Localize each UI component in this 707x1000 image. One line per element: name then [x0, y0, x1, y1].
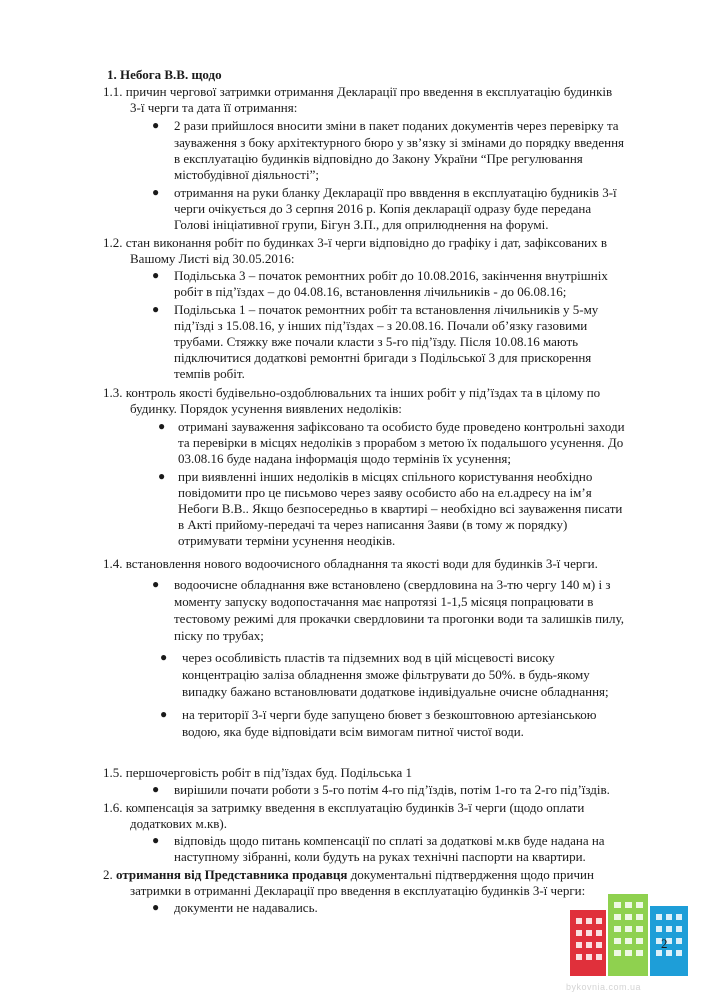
item-1-4-bullet-3-line-2: водою, яка буде відповідати всім вимогам питної чистої води.	[182, 724, 524, 739]
item-1-5-line-1: 1.5. першочерговість робіт в під’їздах буд. Подільська 1	[103, 765, 412, 780]
item-1-2-line-2: Вашому Листі від 30.05.2016:	[130, 251, 295, 266]
item-1-2-bullet-2-line-4: підключитися додаткові ремонтні бригади з Подільської 3 для прискорення	[174, 350, 592, 365]
item-1-1-bullet-2-line-2: черги очікується до 3 серпня 2016 р. Копія декларації одразу буде передана	[174, 201, 592, 216]
item-1-1-bullet-1-line-1: 2 рази прийшлося вносити зміни в пакет поданих документів через перевірку та	[174, 118, 619, 133]
bullet-icon: ●	[152, 833, 160, 847]
section-2-bullet-1: документи не надавались.	[174, 900, 318, 915]
bullet-icon: ●	[152, 185, 160, 199]
bullet-icon: ●	[158, 419, 166, 433]
item-1-1-line-2: 3-ї черги та дата її отримання:	[130, 100, 298, 115]
bullet-icon: ●	[152, 900, 160, 914]
section-2-text: документальні підтвердження щодо причин	[347, 867, 594, 882]
section-2-number: 2.	[103, 867, 116, 882]
bullet-icon: ●	[152, 118, 160, 132]
section-2-line-2: затримки в отриманні Декларації про введення в експлуатацію будинків 3-ї черги:	[130, 883, 586, 898]
item-1-4-bullet-1-line-2: моменту запуску водопостачання має напротязі 1-1,5 місяця попрацювати в	[174, 594, 594, 609]
bullet-icon: ●	[152, 268, 160, 282]
watermark: bykovnia.com.ua	[566, 982, 642, 992]
page-number: 2	[661, 936, 668, 951]
item-1-2-bullet-2-line-5: темпів робіт.	[174, 366, 245, 381]
bullet-icon: ●	[160, 650, 168, 664]
item-1-1-bullet-1-line-4: містобудівної діяльності”;	[174, 167, 319, 182]
item-1-3-bullet-1-line-3: 03.08.16 буде надана інформація щодо термінів їх усунення;	[178, 451, 512, 466]
item-1-6-bullet-1-line-2: наступному зібранні, коли будуть на руках технічні паспорти на квартири.	[174, 849, 586, 864]
item-1-3-bullet-1-line-2: та перевірки в місцях недоліків з прорабом з метою їх подальшого усунення. До	[178, 435, 624, 450]
item-1-5-bullet-1: вирішили почати роботи з 5-го потім 4-го під’їздів, потім 1-го та 2-го під’їздів.	[174, 782, 610, 797]
bullet-icon: ●	[158, 469, 166, 483]
item-1-6-line-1: 1.6. компенсація за затримку введення в експлуатацію будинків 3-ї черги (щодо оплати	[103, 800, 585, 815]
item-1-1-bullet-1-line-2: зауваження з боку архітектурного бюро у зв’язку зі змінами до порядку введення	[174, 135, 625, 150]
item-1-6-line-2: додаткових м.кв).	[130, 816, 227, 831]
item-1-3-bullet-2-line-2: повідомити про це письмово через заяву особисто або на ел.адресу на ім’я	[178, 485, 592, 500]
bullet-icon: ●	[160, 707, 168, 721]
bullet-icon: ●	[152, 577, 160, 591]
item-1-1-bullet-2-line-1: отримання на руки бланку Декларації про вввдення в експлуатацію будників 3-ї	[174, 185, 617, 200]
item-1-3-line-1: 1.3. контроль якості будівельно-оздоблювальних та інших робіт у під’їздах та в цілому по	[103, 385, 601, 400]
item-1-2-bullet-1-line-2: робіт в під’їздах – до 04.08.16, встановлення лічильників - до 06.08.16;	[174, 284, 567, 299]
item-1-2-line-1: 1.2. стан виконання робіт по будинках 3-ї черги відповідно до графіку і дат, зафіксованих в	[103, 235, 607, 250]
item-1-4-bullet-1-line-4: піску по трубах;	[174, 628, 264, 643]
item-1-1-bullet-1-line-3: в експлуатацію будинків відповідно до Закону України “Пре регулювання	[174, 151, 583, 166]
item-1-4-bullet-2-line-1: через особливість пластів та підземних вод в цій місцевості високу	[182, 650, 555, 665]
item-1-3-bullet-2-line-4: в Акті прийому-передачі та через написання Заяви (в тому ж порядку)	[178, 517, 568, 532]
item-1-4-bullet-2-line-2: концентрацію заліза обладнення зможе фільтрувати до 50%. в будь-якому	[182, 667, 590, 682]
item-1-1-line-1: 1.1. причин чергової затримки отримання Декларації про введення в експлуатацію будинків	[103, 84, 613, 99]
item-1-3-bullet-2-line-5: отримувати терміни усунення неодіків.	[178, 533, 396, 548]
section-2-line-1	[103, 867, 594, 882]
item-1-2-bullet-2-line-1: Подільська 1 – початок ремонтних робіт та встановлення лічильників у 5-му	[174, 302, 599, 317]
section-2-heading: отримання від Представника продавця	[116, 867, 348, 882]
item-1-6-bullet-1-line-1: відповідь щодо питань компенсації по сплаті за додаткові м.кв буде надана на	[174, 833, 605, 848]
bullet-icon: ●	[152, 302, 160, 316]
item-1-4-bullet-3-line-1: на території 3-ї черги буде запущено бювет з безкоштовною артезіанською	[182, 707, 597, 722]
item-1-2-bullet-2-line-3: трубами. Стяжку вже почали класти з 5-го під’їзду. Після 10.08.16 мають	[174, 334, 579, 349]
item-1-3-bullet-2-line-3: Небоги В.В.. Якщо безпосередньо в квартирі – необхідно всі зауваження писати	[178, 501, 623, 516]
item-1-1-bullet-2-line-3: Голові ініціативної групи, Бігун З.П., для оприлюднення на форумі.	[174, 217, 549, 232]
item-1-3-line-2: будинку. Порядок усунення виявлених недоліків:	[130, 401, 402, 416]
item-1-2-bullet-1-line-1: Подільська 3 – початок ремонтних робіт до 10.08.2016, закінчення внутрішніх	[174, 268, 608, 283]
item-1-3-bullet-1-line-1: отримані зауваження зафіксовано та особисто буде проведено контрольні заходи	[178, 419, 625, 434]
item-1-2-bullet-2-line-2: під’їзді з 15.08.16, у інших під’їздах – з 20.08.16. Почали об’язку газовими	[174, 318, 588, 333]
item-1-4-line-1: 1.4. встановлення нового водоочисного обладнання та якості води для будинків 3-ї черги.	[103, 556, 598, 571]
bullet-icon: ●	[152, 782, 160, 796]
item-1-4-bullet-2-line-3: випадку бажано встановлювати додаткове індивідуальне очисне обладнання;	[182, 684, 609, 699]
company-logo	[568, 888, 690, 978]
section-1-heading: 1. Небога В.В. щодо	[107, 67, 222, 82]
item-1-3-bullet-2-line-1: при виявленні інших недоліків в місцях спільного користування необхідно	[178, 469, 593, 484]
item-1-4-bullet-1-line-1: водоочисне обладнання вже встановлено (свердловина на 3-тю чергу 140 м) і з	[174, 577, 611, 592]
item-1-4-bullet-1-line-3: тестовому режимі для прокачки свердловини та прогонки води та залишків пилу,	[174, 611, 624, 626]
